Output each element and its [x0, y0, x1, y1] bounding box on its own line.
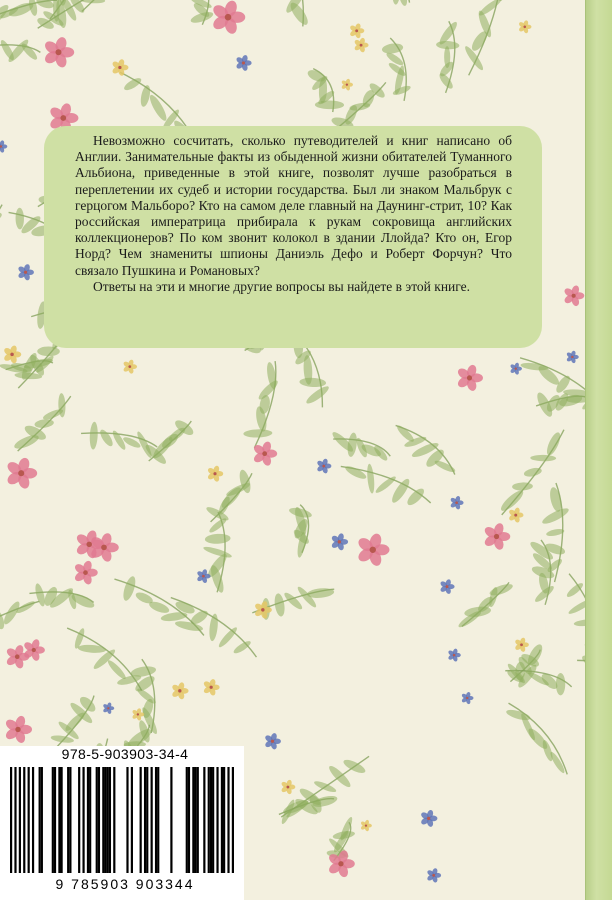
flower-decoration [483, 522, 510, 551]
flower-decoration [447, 648, 460, 662]
flower-decoration [456, 364, 483, 392]
barcode-bar [78, 767, 80, 873]
barcode-bar [109, 767, 111, 873]
barcode-bar [96, 767, 98, 873]
annotation-paragraph-2: Ответы на эти и многие другие вопросы вы найдете в этой книге. [93, 278, 470, 294]
barcode-bar [10, 767, 12, 873]
barcode-bar [32, 767, 34, 873]
barcode-bar [197, 767, 199, 873]
barcode-bar [58, 767, 60, 873]
barcode-bar [23, 767, 25, 873]
barcode-bar [146, 767, 148, 873]
barcode-bar [203, 767, 205, 873]
flower-decoration [510, 362, 522, 375]
barcode-bar [210, 767, 212, 873]
barcode-digits: 9 785903 903344 [55, 876, 195, 892]
barcode-bar [113, 767, 115, 873]
flower-decoration [566, 350, 579, 364]
barcode-bar [67, 767, 69, 873]
barcode-bar [14, 767, 16, 873]
barcode-bar [170, 767, 172, 873]
flower-decoration [4, 715, 32, 745]
barcode-bar [126, 767, 128, 873]
barcode-bar [140, 767, 142, 873]
annotation-paragraph-1: Невозможно сосчитать, сколько путеводителей и книг написано об Англии. Занимательные факты из обыденной жизни обитателей Туманного Альбиона, приведенные в этой книге, позволят лучше разобраться в переплетении их судеб и истории государства. Был ли знаком Мальбрук с герцогом Мальборо? Кто на самом деле главный на Даунинг-стрит, 10? Как российская императрица прибирала к рукам сокровища английских коллекционеров? По ком звонит колокол в здании Ллойда? Кто он, Егор Норд? Чем знамениты шпионы Даниэль Дефо и Роберт Форчун? Что связало Пушкина и Романовых? [75, 133, 512, 278]
flower-decoration [196, 569, 210, 584]
barcode-bar [186, 767, 188, 873]
barcode-bar [212, 767, 214, 873]
barcode-bar [98, 767, 100, 873]
flower-decoration [235, 54, 251, 71]
flower-decoration [508, 507, 523, 523]
barcode-bar [155, 767, 157, 873]
barcode-bar [89, 767, 91, 873]
flower-decoration [43, 36, 74, 69]
barcode-bar [82, 767, 84, 873]
green-spine-band [585, 0, 612, 900]
flower-decoration [111, 58, 128, 76]
flower-decoration [563, 285, 584, 307]
flower-decoration [280, 779, 295, 795]
flower-decoration [211, 0, 245, 35]
barcode-bar [69, 767, 71, 873]
barcode-bar [61, 767, 63, 873]
barcode-bar [216, 767, 218, 873]
flower-decoration [3, 345, 21, 364]
flower-decoration [514, 637, 529, 652]
isbn-barcode [0, 746, 244, 900]
flower-decoration [132, 708, 145, 721]
barcode-bar [19, 767, 21, 873]
flower-decoration [203, 678, 220, 696]
barcode-bar [144, 767, 146, 873]
barcode-bar [194, 767, 196, 873]
flower-decoration [123, 359, 137, 374]
flower-decoration [171, 682, 189, 700]
flower-decoration [5, 456, 37, 490]
barcode-bar [87, 767, 89, 873]
barcode-bar [188, 767, 190, 873]
flower-decoration [264, 732, 281, 750]
flower-decoration [207, 465, 223, 482]
flower-decoration [360, 819, 372, 831]
barcode-bar [221, 767, 223, 873]
barcode-bars [6, 767, 238, 875]
flower-decoration [341, 78, 353, 91]
barcode-bar [39, 767, 41, 873]
flower-decoration [73, 560, 98, 586]
flower-decoration [518, 20, 531, 34]
flower-decoration [17, 263, 34, 281]
barcode-bar [41, 767, 43, 873]
barcode-bar [28, 767, 30, 873]
barcode-bar [232, 767, 234, 873]
barcode-bar [104, 767, 106, 873]
flower-decoration [0, 140, 7, 153]
flower-decoration [102, 702, 114, 714]
flower-decoration [354, 37, 369, 53]
barcode-bar [151, 767, 153, 873]
barcode-bar [223, 767, 225, 873]
flower-decoration [420, 809, 438, 827]
barcode-bar [52, 767, 54, 873]
flower-decoration [331, 533, 349, 551]
barcode-bar [208, 767, 210, 873]
barcode-bar [157, 767, 159, 873]
flower-decoration [356, 532, 389, 567]
flower-decoration [439, 579, 454, 595]
barcode-bar [131, 767, 133, 873]
flower-decoration [349, 23, 364, 39]
flower-decoration [316, 458, 331, 474]
barcode-bar [54, 767, 56, 873]
flower-decoration [426, 868, 441, 884]
flower-decoration [450, 495, 464, 510]
annotation-box [44, 126, 542, 348]
flower-decoration [461, 691, 474, 704]
barcode-bar [227, 767, 229, 873]
barcode-bar [192, 767, 194, 873]
isbn-label: 978-5-903903-34-4 [61, 746, 189, 762]
barcode-bar [107, 767, 109, 873]
barcode-bar [102, 767, 104, 873]
